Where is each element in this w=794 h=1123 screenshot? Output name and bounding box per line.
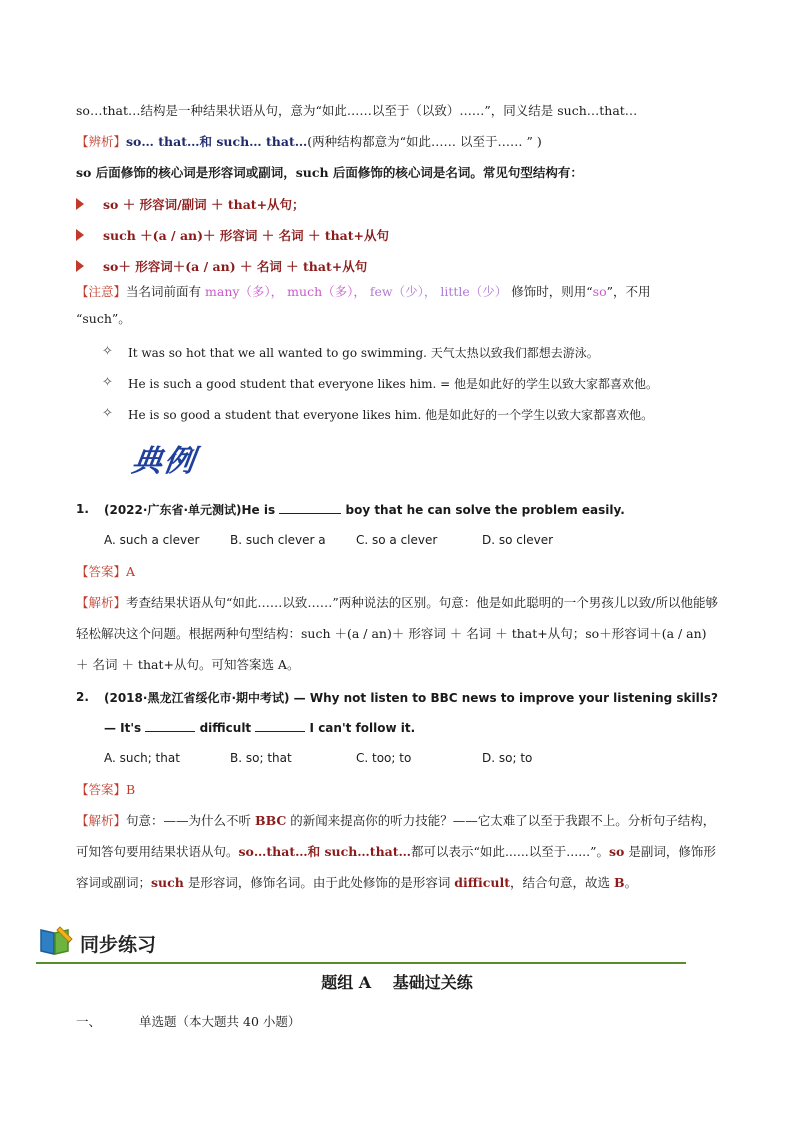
- pattern-3: so＋ 形容词＋(a / an) ＋ 名词 ＋ that+从句: [103, 259, 368, 274]
- pattern-1: so ＋ 形容词/副词 ＋ that+从句；: [103, 197, 305, 212]
- note-so: so: [592, 284, 607, 299]
- analysis-paragraph: [76, 587, 718, 680]
- answer-value: A: [126, 564, 136, 579]
- book-icon: [38, 924, 74, 958]
- note-text: ”，不用: [606, 284, 651, 299]
- diamond-bullet-icon: ✧: [102, 406, 113, 421]
- note-many: many（多），: [205, 284, 284, 299]
- question-number: 1.: [76, 502, 89, 516]
- answer-label: 【答案】: [76, 782, 127, 797]
- note-text: 当名词前面有: [126, 284, 202, 299]
- note-text: 修饰时，则用“: [511, 284, 593, 299]
- note-label: 【注意】: [76, 284, 127, 299]
- option-b[interactable]: B. such clever a: [230, 533, 326, 547]
- bianxi-line: [76, 134, 542, 150]
- section-title: 同步练习: [80, 934, 157, 956]
- diamond-bullet-icon: ✧: [102, 375, 113, 390]
- analysis-label: 【解析】: [76, 595, 127, 610]
- rule-line: so 后面修饰的核心词是形容词或副词，such 后面修饰的核心词是名词。常见句型结构有：: [76, 165, 583, 180]
- group-title: 题组 A 基础过关练: [321, 973, 473, 992]
- note-line: [76, 284, 651, 300]
- section-divider: [36, 962, 686, 964]
- analysis-label: 【解析】: [76, 813, 127, 828]
- note-little: little（少）: [440, 284, 508, 299]
- option-b[interactable]: B. so; that: [230, 751, 292, 765]
- pattern-2: such ＋(a / an)＋ 形容词 ＋ 名词 ＋ that+从句: [103, 228, 390, 243]
- analysis-paragraph: 【解析】句意：——为什么不听 BBC 的新闻来提高你的听力技能？——它太难了以至于我跟不上。分析句子结构，可知答句要用结果状语从句。so…that…和 such…that…都可以表示“如此......以至于......”。so 是副词，修饰形容词或副词；such 是形容词，修饰名词。由于此处修饰的是形容词 difficult，结合句意，故选 B。: [76, 813, 716, 890]
- analysis-text: 考查结果状语从句“如此……以致……”两种说法的区别。句意：他是如此聪明的一个男孩儿以致/所以他能够轻松解决这个问题。根据两种句型结构：such ＋(a / an)＋ 形容词 ＋ 名词 ＋ that+从句；so＋形容词＋(a / an) ＋ 名词 ＋ that+从句。可知答案选 A。: [76, 595, 719, 672]
- bianxi-rest: (两种结构都意为“如此…… 以至于…… ” ): [307, 134, 542, 149]
- answer-line: [76, 564, 135, 580]
- answer-label: 【答案】: [76, 564, 127, 579]
- option-a[interactable]: A. such a clever: [104, 533, 200, 547]
- dianli-logo: 典例: [129, 444, 199, 479]
- intro-line: so…that…结构是一种结果状语从句，意为“如此……以至于（以致）……”，同义结是 such…that…: [76, 103, 638, 118]
- arrow-bullet-icon: [76, 229, 84, 245]
- question-stem: (2022·广东省·单元测试)He is boy that he can solve the problem easily.: [104, 503, 625, 517]
- arrow-bullet-icon: [76, 198, 84, 214]
- option-d[interactable]: D. so clever: [482, 533, 554, 547]
- note-few: few（少），: [369, 284, 437, 299]
- bianxi-terms: so… that…和 such… that…: [126, 134, 308, 149]
- question-stem: (2018·黑龙江省绥化市·期中考试) — Why not listen to BBC news to improve your listening skills?: [104, 691, 718, 705]
- question-stem-2: — It's difficult I can't follow it.: [104, 721, 416, 735]
- example-1: It was so hot that we all wanted to go swimming. 天气太热以致我们都想去游泳。: [128, 346, 599, 360]
- option-a[interactable]: A. such; that: [104, 751, 180, 765]
- note-line-2: “such”。: [76, 311, 131, 326]
- bianxi-label: 【辨析】: [76, 134, 127, 149]
- diamond-bullet-icon: ✧: [102, 344, 113, 359]
- example-3: He is so good a student that everyone likes him. 他是如此好的一个学生以致大家都喜欢他。: [128, 408, 654, 422]
- option-c[interactable]: C. so a clever: [356, 533, 438, 547]
- answer-line: [76, 782, 135, 798]
- option-c[interactable]: C. too; to: [356, 751, 412, 765]
- question-number: 2.: [76, 690, 89, 704]
- subsection-title: 一、 单选题（本大题共 40 小题）: [76, 1014, 301, 1029]
- arrow-bullet-icon: [76, 260, 84, 276]
- example-2: He is such a good student that everyone likes him. = 他是如此好的学生以致大家都喜欢他。: [128, 377, 658, 391]
- option-d[interactable]: D. so; to: [482, 751, 533, 765]
- note-much: much（多），: [287, 284, 366, 299]
- answer-value: B: [126, 782, 136, 797]
